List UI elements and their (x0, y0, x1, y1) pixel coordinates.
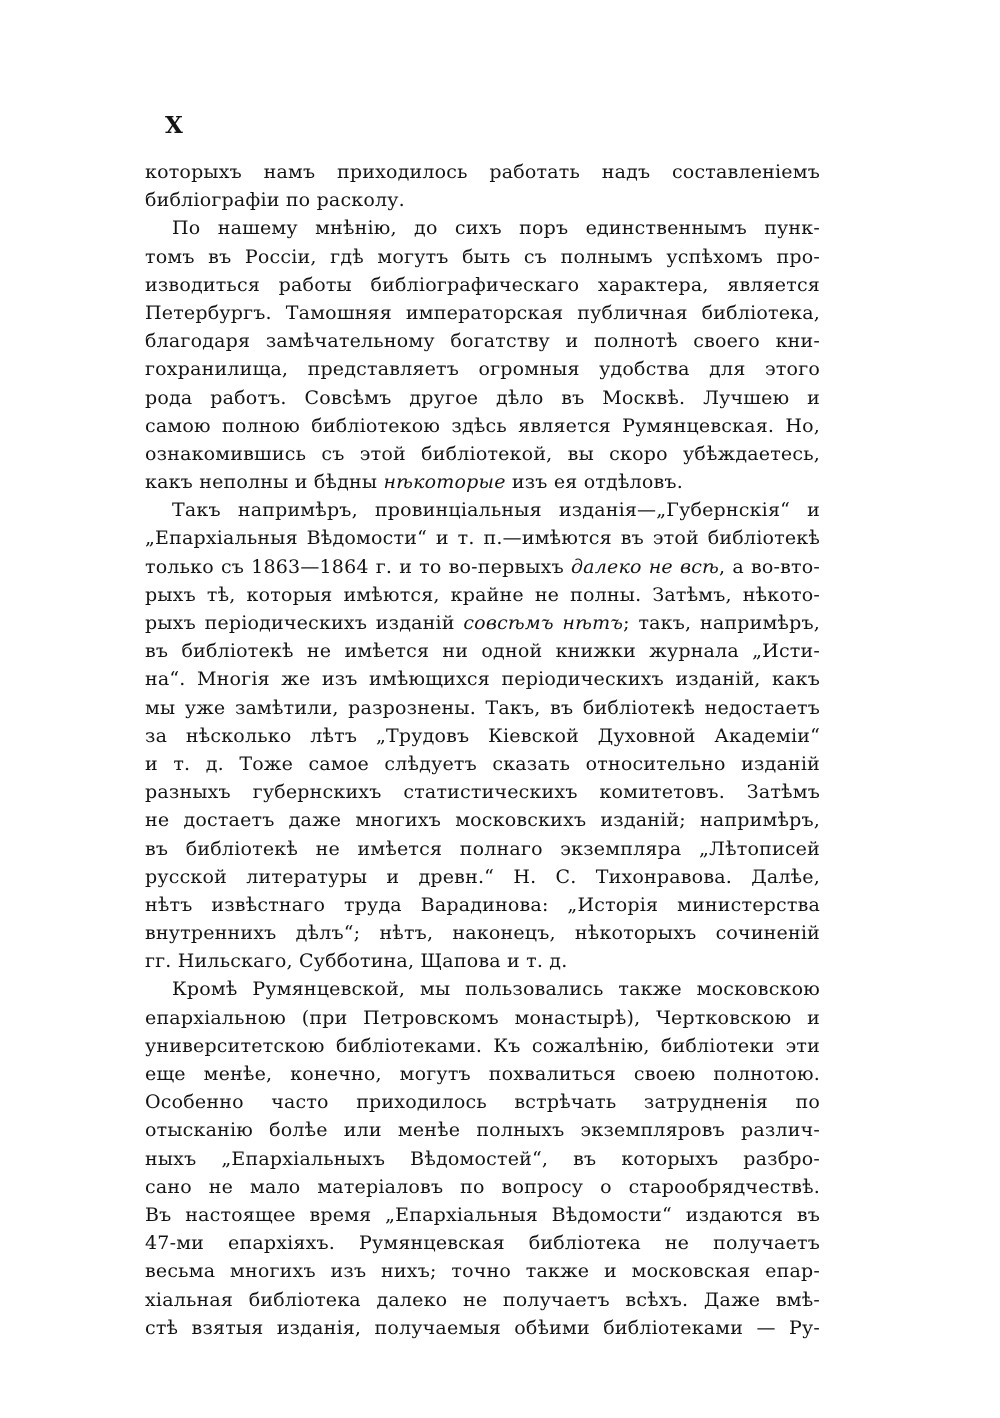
text-line: гохранилища, представляетъ огромныя удобства для этого (145, 358, 820, 381)
text-line: русской литературы и древн.“ Н. С. Тихонравова. Далѣе, (145, 865, 820, 888)
text-line: Въ настоящее время „Епархіальныя Вѣдомости“ издаются въ (145, 1203, 820, 1226)
text-line: ознакомившись съ этой библіотекой, вы скоро убѣждаетесь, (145, 442, 820, 465)
text-line: епархіальною (при Петровскомъ монастырѣ), Чертковскою и (145, 1006, 820, 1029)
text-line: Петербургъ. Тамошняя императорская публичная библіотека, (145, 301, 820, 324)
text-line: гг. Нильскаго, Субботина, Щапова и т. д. (145, 950, 568, 973)
text-line: которыхъ намъ приходилось работать надъ составленіемъ (145, 161, 820, 183)
text-line: хіальная библіотека далеко не получаетъ всѣхъ. Даже вмѣ- (145, 1288, 820, 1311)
paragraph-start-line: Кромѣ Румянцевской, мы пользовались также московскою (172, 978, 820, 1001)
text-line: мы уже замѣтили, разрознены. Такъ, въ библіотекѣ недостаетъ (145, 696, 820, 719)
text-line: въ библіотекѣ не имѣется полнаго экземпляра „Лѣтописей (145, 837, 820, 860)
text-line: „Епархіальныя Вѣдомости“ и т. п.—имѣются въ этой библіотекѣ (145, 527, 820, 550)
text-line: благодаря замѣчательному богатству и полнотѣ своего кни- (145, 330, 820, 353)
text-line: разныхъ губернскихъ статистическихъ комитетовъ. Затѣмъ (145, 781, 820, 804)
page-number: X (165, 112, 183, 139)
italic-emphasis: нѣкоторые (383, 471, 506, 494)
text-run: рыхъ періодическихъ изданій (145, 612, 464, 634)
text-line: весьма многихъ изъ нихъ; точно также и московская епар- (145, 1260, 820, 1283)
text-line: не достаетъ даже многихъ московскихъ изданій; напримѣръ, (145, 809, 820, 832)
text-line: 47-ми епархіяхъ. Румянцевская библіотека не получаетъ (145, 1232, 820, 1255)
text-line (145, 609, 820, 637)
text-line: томъ въ Россіи, гдѣ могутъ быть съ полнымъ успѣхомъ про- (145, 245, 820, 268)
text-line: въ библіотекѣ не имѣется ни одной книжки журнала „Исти- (145, 640, 820, 663)
text-line: и т. д. Тоже самое слѣдуетъ сказать относительно изданій (145, 752, 820, 775)
text-line: сано не мало матеріаловъ по вопросу о старообрядчествѣ. (145, 1175, 820, 1198)
text-line: Особенно часто приходилось встрѣчать затрудненія по (145, 1091, 820, 1114)
text-line: внутреннихъ дѣлъ“; нѣтъ, наконецъ, нѣкоторыхъ сочиненій (145, 922, 820, 945)
text-line: библіографіи по расколу. (145, 189, 405, 212)
paragraph-start-line: По нашему мнѣнію, до сихъ поръ единственнымъ пунк- (172, 217, 820, 240)
text-line: изводиться работы библіографическаго характера, является (145, 273, 820, 296)
italic-emphasis: совсѣмъ нѣтъ (463, 612, 624, 634)
body-text (145, 158, 820, 1342)
text-line: ныхъ „Епархіальныхъ Вѣдомостей“, въ которыхъ разбро- (145, 1147, 820, 1170)
text-line: университетскою библіотеками. Къ сожалѣнію, библіотеки эти (145, 1034, 820, 1057)
paragraph-start-line: Такъ напримѣръ, провинціальныя изданія—„Губернскія“ и (172, 499, 820, 522)
text-line: на“. Многія же изъ имѣющихся періодическихъ изданій, какъ (145, 668, 820, 691)
text-line: рода работъ. Совсѣмъ другое дѣло въ Москвѣ. Лучшею и (145, 386, 820, 409)
text-line: рыхъ тѣ, которыя имѣются, крайне не полны. Затѣмъ, нѣкото- (145, 583, 820, 606)
text-run: ; такъ, напримѣръ, (623, 612, 820, 634)
text-line: еще менѣе, конечно, могутъ похвалиться своею полнотою. (145, 1063, 820, 1085)
text-run: какъ неполны и бѣдны (145, 471, 384, 494)
text-line (145, 468, 820, 496)
text-line: стѣ взятыя изданія, получаемыя обѣими библіотеками — Ру- (145, 1316, 820, 1339)
text-line: нѣтъ извѣстнаго труда Варадинова: „Исторія министерства (145, 893, 820, 916)
text-line: самою полною библіотекою здѣсь является Румянцевская. Но, (145, 414, 820, 437)
text-run: изъ ея отдѣловъ. (505, 471, 683, 494)
italic-emphasis: далеко не всѣ (570, 555, 720, 578)
text-run: только съ 1863—1864 г. и то во-первыхъ (145, 555, 571, 578)
text-line: за нѣсколько лѣтъ „Трудовъ Кіевской Духовной Академіи“ (145, 724, 820, 747)
text-line: отысканію болѣе или менѣе полныхъ экземпляровъ различ- (145, 1119, 820, 1142)
text-run: , а во-вто- (719, 555, 820, 578)
text-line (145, 553, 820, 581)
